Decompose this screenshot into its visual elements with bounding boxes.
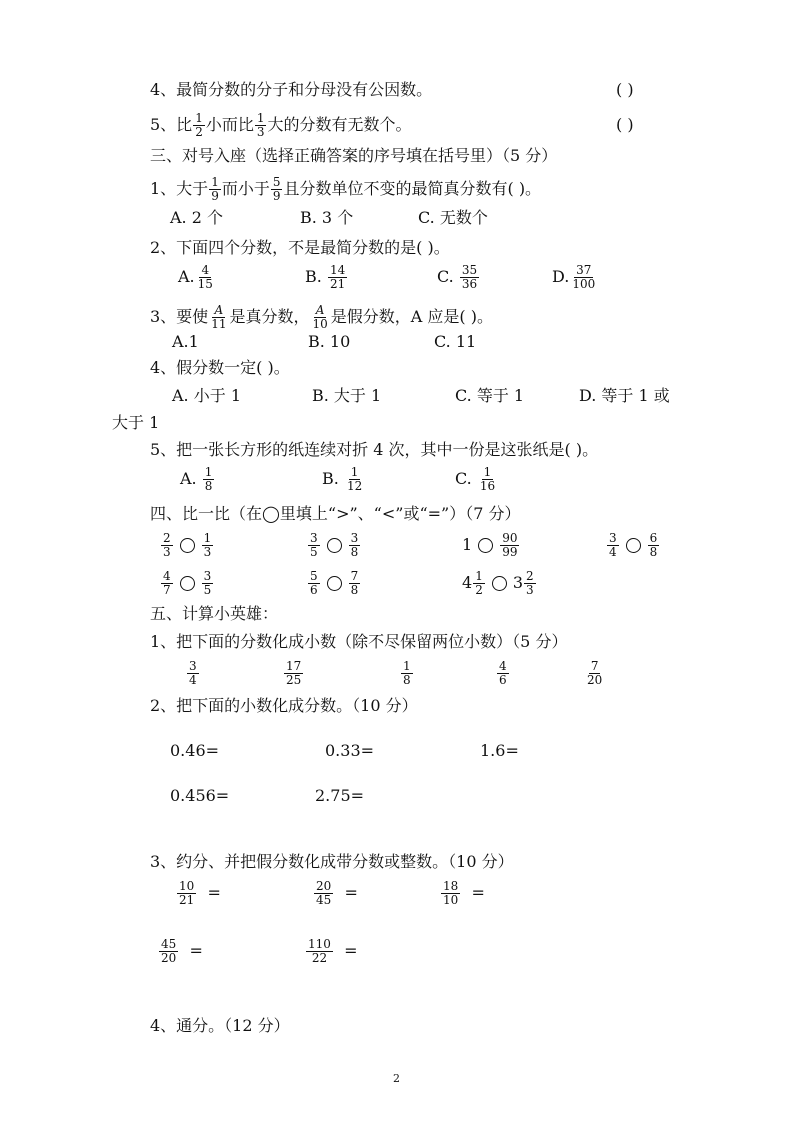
s3-q3: 3、要使 $\frac{A}{11}$ 是真分数， $\frac{A}{10}$ 是假分数，A 应是( )。 (150, 303, 493, 331)
compare-circle[interactable] (180, 576, 195, 591)
compare-item: $\frac{3}{5}$ $\frac{3}{8}$ (310, 531, 359, 559)
section-3-title: 三、对号入座（选择正确答案的序号填在括号里）（5 分） (150, 146, 558, 165)
s5-q1-frac: $\frac{4}{6}$ (499, 659, 507, 687)
text: 5、比 (150, 115, 193, 134)
s5-q3-item: $\frac{45}{20}$ = (161, 937, 203, 965)
s5-q1-frac: $\frac{7}{20}$ (587, 659, 603, 687)
s3-q4-cont: 大于 1 (112, 413, 160, 432)
compare-item: 4 $\frac{1}{2}$ 3 $\frac{2}{3}$ (462, 569, 534, 597)
judge-q4: 4、最简分数的分子和分母没有公因数。 (150, 80, 433, 99)
compare-circle[interactable] (327, 538, 342, 553)
s3-q5: 5、把一张长方形的纸连续对折 4 次，其中一份是这张纸是( )。 (150, 440, 599, 459)
fraction: $\frac{A}{11}$ (211, 303, 227, 331)
s3-q4-opt-b: B. 大于 1 (312, 386, 382, 405)
s3-q5-opt-b: B. $\frac{1}{12}$ (322, 465, 363, 493)
s3-q1-opt-b: B. 3 个 (300, 208, 354, 227)
s3-q2-opt-a: A. $\frac{4}{15}$ (178, 263, 213, 291)
compare-circle[interactable] (492, 576, 507, 591)
s5-q2-item: 1.6= (480, 741, 519, 760)
s3-q2: 2、下面四个分数，不是最简分数的是( )。 (150, 238, 450, 257)
s3-q2-opt-d: D. $\frac{37}{100}$ (552, 263, 596, 291)
s5-q1-frac: $\frac{1}{8}$ (403, 659, 411, 687)
fraction: $\frac{1}{3}$ (256, 111, 265, 139)
compare-circle[interactable] (180, 538, 195, 553)
s5-q3-item: $\frac{110}{22}$ = (308, 937, 358, 965)
fraction: $\frac{1}{9}$ (211, 175, 219, 203)
s3-q2-opt-c: C. $\frac{35}{36}$ (437, 263, 478, 291)
compare-item: $\frac{4}{7}$ $\frac{3}{5}$ (163, 569, 212, 597)
s5-q2-item: 0.456= (170, 786, 230, 805)
s3-q4-opt-a: A. 小于 1 (172, 386, 241, 405)
s5-q4: 4、通分。（12 分） (150, 1016, 290, 1035)
compare-circle[interactable] (626, 538, 641, 553)
judge-q5 (150, 112, 412, 139)
s5-q1-frac: $\frac{17}{25}$ (286, 659, 302, 687)
s5-q2-item: 0.46= (170, 741, 220, 760)
s5-q1: 1、把下面的分数化成小数（除不尽保留两位小数）（5 分） (150, 632, 568, 651)
s5-q1-frac: $\frac{3}{4}$ (189, 659, 197, 687)
s3-q5-opt-a: A. $\frac{1}{8}$ (180, 465, 213, 493)
section-5-title: 五、计算小英雄： (150, 604, 279, 623)
s3-q4-opt-d: D. 等于 1 或 (579, 386, 670, 405)
compare-item: $\frac{2}{3}$ $\frac{1}{3}$ (163, 531, 212, 559)
compare-item: $\frac{5}{6}$ $\frac{7}{8}$ (310, 569, 359, 597)
compare-item: 1 $\frac{90}{99}$ (462, 531, 518, 559)
judge-q4-paren: ( ) (616, 80, 634, 99)
s3-q2-opt-b: B. $\frac{14}{21}$ (305, 263, 346, 291)
s5-q2-item: 0.33= (325, 741, 375, 760)
compare-circle[interactable] (327, 576, 342, 591)
compare-circle[interactable] (478, 538, 493, 553)
fraction: $\frac{A}{10}$ (312, 303, 328, 331)
s3-q1-opt-c: C. 无数个 (418, 208, 488, 227)
text: 小而比 (205, 115, 254, 134)
s3-q3-opt-b: B. 10 (308, 332, 351, 351)
s3-q1-opt-a: A. 2 个 (170, 208, 223, 227)
s5-q3-item: $\frac{20}{45}$ = (316, 879, 358, 907)
s3-q3-opt-c: C. 11 (434, 332, 477, 351)
page-number: 2 (393, 1072, 400, 1085)
section-4-title: 四、比一比（在◯里填上“>”、“<”或“=”）（7 分） (150, 504, 521, 523)
fraction: $\frac{5}{9}$ (272, 175, 281, 203)
s5-q2: 2、把下面的小数化成分数。（10 分） (150, 696, 418, 715)
s3-q3-opt-a: A.1 (172, 332, 199, 351)
compare-item: $\frac{3}{4}$ $\frac{6}{8}$ (609, 531, 658, 559)
s3-q4: 4、假分数一定( )。 (150, 358, 290, 377)
s5-q3-item: $\frac{10}{21}$ = (179, 879, 221, 907)
s5-q2-item: 2.75= (315, 786, 365, 805)
judge-q5-paren: ( ) (616, 115, 634, 134)
s5-q3: 3、约分、并把假分数化成带分数或整数。（10 分） (150, 852, 514, 871)
s3-q4-opt-c: C. 等于 1 (455, 386, 525, 405)
s3-q1: 1、大于 $\frac{1}{9}$ 而小于 $\frac{5}{9}$ 且分数单位不变的最简真分数有( )。 (150, 175, 542, 203)
fraction: $\frac{1}{2}$ (195, 111, 203, 139)
text: 大的分数有无数个。 (267, 115, 412, 134)
s3-q5-opt-c: C. $\frac{1}{16}$ (455, 465, 496, 493)
s5-q3-item: $\frac{18}{10}$ = (443, 879, 485, 907)
